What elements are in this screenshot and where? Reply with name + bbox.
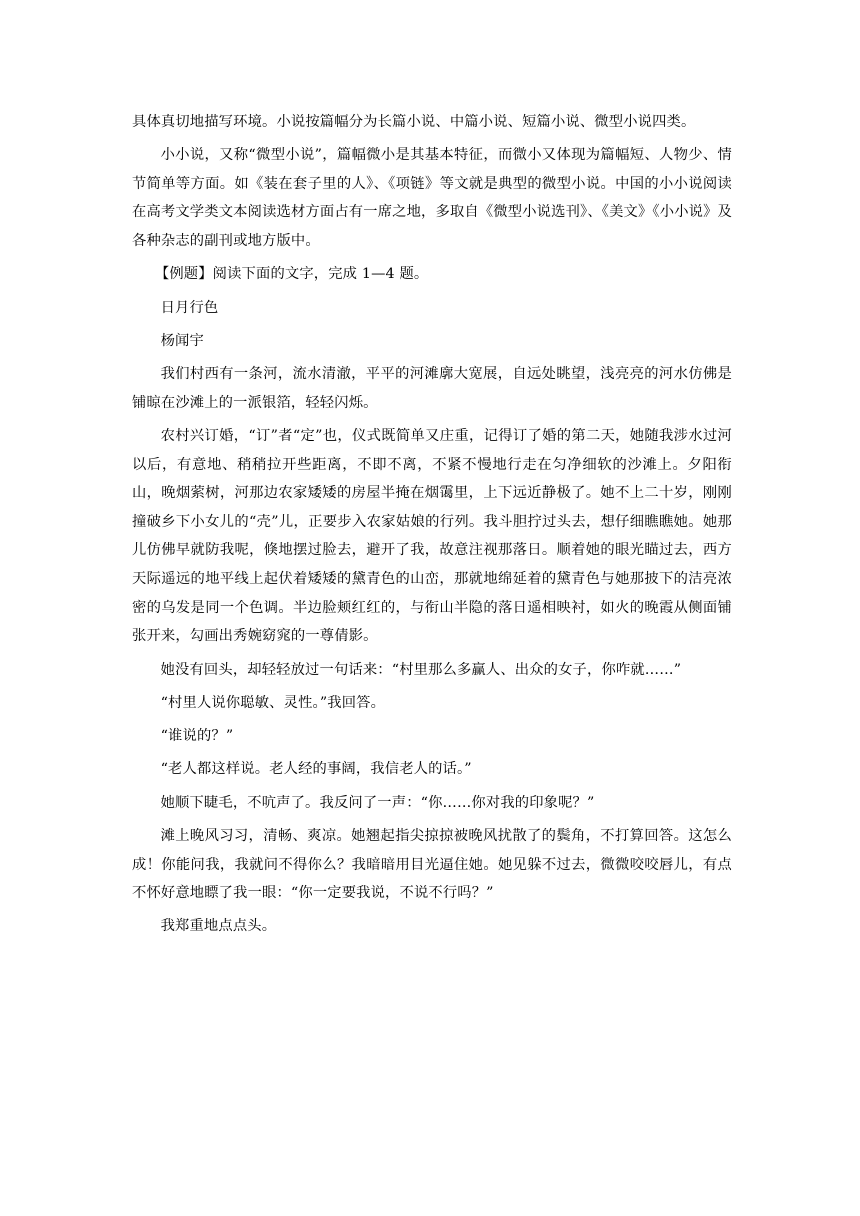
story-paragraph: 滩上晚风习习，清畅、爽凉。她翘起指尖掠掠被晚风扰散了的鬓角，不打算回答。这怎么成！你能问我，我就问不得你么？我暗暗用目光逼住她。她见躲不过去，微微咬咬唇儿，有点不怀好意地瞟了我一眼：“你一定要我说，不说不行吗？” — [132, 827, 732, 902]
story-paragraph: 她没有回头，却轻轻放过一句话来：“村里那么多赢人、出众的女子，你咋就……” — [160, 661, 682, 678]
story-dialogue: “谁说的？” — [160, 728, 234, 745]
paragraph-intro-continuation: 具体真切地描写环境。小说按篇幅分为长篇小说、中篇小说、短篇小说、微型小说四类。 — [132, 114, 696, 130]
story-paragraph: 我们村西有一条河，流水清澈，平平的河滩廓大宽展，自远处眺望，浅亮亮的河水仿佛是铺晾在沙滩上的一派银箔，轻轻闪烁。 — [132, 366, 732, 411]
paragraph-micro-fiction-definition: 小小说，又称“微型小说”，篇幅微小是其基本特征，而微小又体现为篇幅短、人物少、情节简单等方面。如《装在套子里的人》、《项链》等文就是典型的微型小说。中国的小小说阅读在高考文学类文本阅读选材方面占有一席之地，多取自《微型小说选刊》、《美文》《小小说》及各种杂志的副刊或地方版中。 — [132, 147, 732, 250]
story-paragraph: 农村兴订婚，“订”者“定”也，仪式既简单又庄重，记得订了婚的第二天，她随我涉水过河以后，有意地、稍稍拉开些距离，不即不离，不紧不慢地行走在匀净细软的沙滩上。夕阳衔山，晚烟萦树，河那边农家矮矮的房屋半掩在烟霭里，上下远近静极了。她不上二十岁，刚刚撞破乡下小女儿的“壳”儿，正要步入农家姑娘的行列。我斗胆拧过头去，想仔细瞧瞧她。她那儿仿佛早就防我呢，倏地摆过脸去，避开了我，故意注视那落日。顺着她的眼光瞄过去，西方天际遥远的地平线上起伏着矮矮的黛青色的山峦，那就地绵延着的黛青色与她那披下的洁亮浓密的乌发是同一个色调。半边脸颊红红的，与衔山半隐的落日遥相映衬，如火的晚霞从侧面铺张开来，勾画出秀婉窈窕的一尊倩影。 — [132, 428, 732, 645]
paragraph-example-prompt: 【例题】阅读下面的文字，完成 1—4 题。 — [154, 266, 429, 283]
story-paragraph: 我郑重地点点头。 — [160, 918, 277, 935]
story-title: 日月行色 — [160, 299, 219, 316]
document-body — [132, 108, 732, 946]
story-paragraph: 她顺下睫毛，不吭声了。我反问了一声：“你……你对我的印象呢？” — [160, 794, 595, 811]
story-dialogue: “老人都这样说。老人经的事阔，我信老人的话。” — [160, 761, 472, 778]
story-dialogue: “村里人说你聪敏、灵性。”我回答。 — [160, 694, 386, 711]
story-author: 杨闻宇 — [160, 332, 204, 349]
